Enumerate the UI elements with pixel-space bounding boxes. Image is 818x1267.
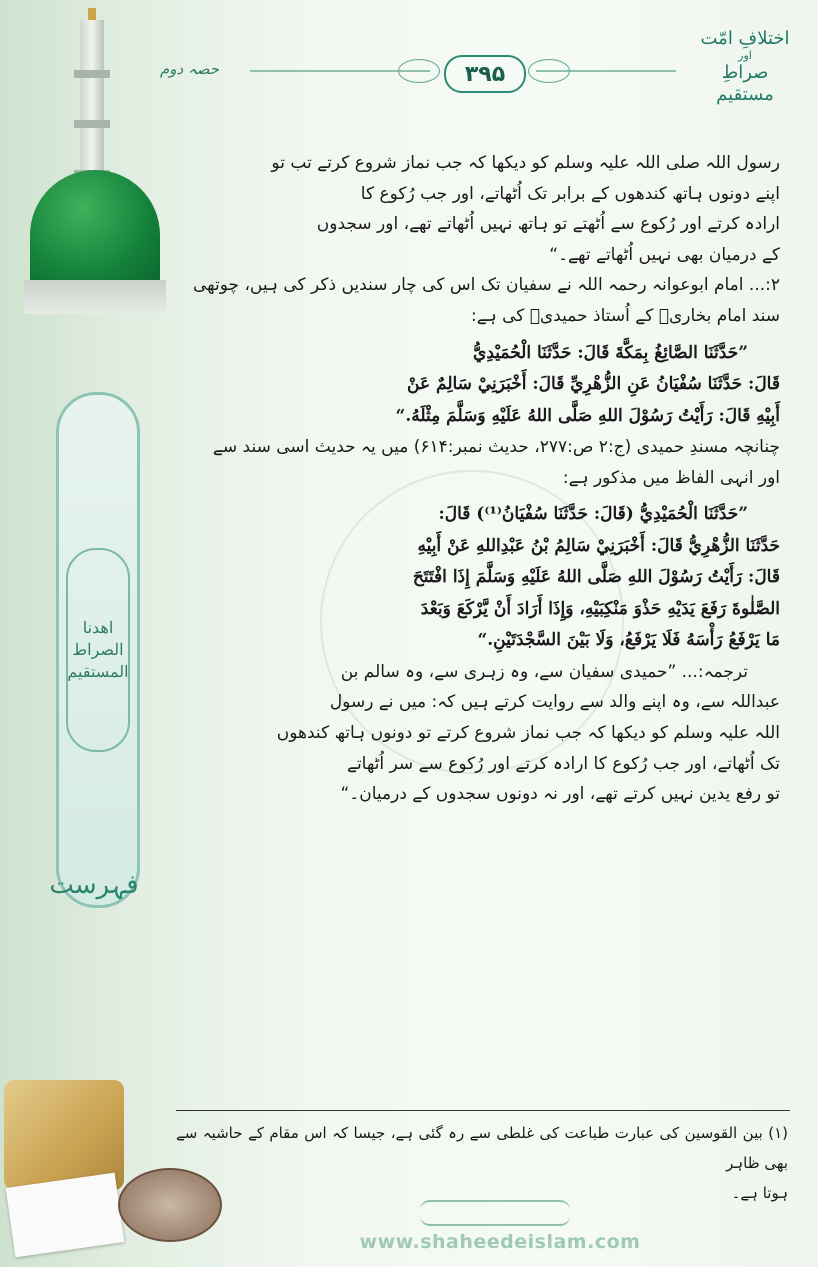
footnote-line: (۱) بین القوسین کی عبارت طباعت کی غلطی سے رہ گئی ہے، جیسا کہ اس مقام کے حاشیہ سے بھی ظاہر: [176, 1124, 788, 1172]
text-line: تک اُٹھاتے، اور جب رُکوع کا ارادہ کرتے اور رُکوع سے سر اُٹھاتے: [346, 753, 780, 774]
text-line: عبداللہ سے، وہ اپنے والد سے روایت کرتے ہیں کہ: میں نے رسول: [329, 692, 780, 713]
side-panel-calligraphy: [67, 617, 128, 683]
arabic-line: الصَّلٰوةَ رَفَعَ يَدَيْهِ حَذْوَ مَنْكِبَيْهِ، وَإِذَا أَرَادَ أَنْ يَّرْكَعَ وَبَعْدَ: [420, 598, 780, 619]
page-body: [176, 148, 780, 810]
seal-icon: [118, 1168, 222, 1242]
arabic-line: حَدَّثَنَا الزُّهْرِيُّ قَالَ: أَخْبَرَنِيْ سَالِمُ بْنُ عَبْدِاللهِ عَنْ أَبِيْهِ: [417, 535, 780, 556]
text-line: کے درمیان بھی نہیں اُٹھاتے تھے۔“: [549, 244, 780, 265]
text-line: اور انہی الفاظ میں مذکور ہے:: [562, 467, 780, 488]
book-title: [690, 28, 800, 106]
text-line: ترجمہ:... ”حمیدی سفیان سے، وہ زہری سے، وہ سالم بن: [340, 661, 748, 682]
arabic-line: ”حَدَّثَنَا الصَّائِغُ بِمَكَّةَ قَالَ: حَدَّثَنَا الْحُمَيْدِيُّ: [473, 342, 748, 363]
text-line: رسول اللہ صلی اللہ علیہ وسلم کو دیکھا کہ جب نماز شروع کرتے تب تو: [271, 153, 780, 173]
minaret-gallery: [74, 70, 110, 78]
ornament-icon: [398, 59, 440, 83]
arabic-line: أَبِيْهِ قَالَ: رَأَيْتُ رَسُوْلَ اللهِ صَلَّى اللهُ عَلَيْهِ وَسَلَّمَ مِثْلَهُ.“: [395, 405, 780, 426]
arabic-line: ”حَدَّثَنَا الْحُمَيْدِيُّ (قَالَ: حَدَّثَنَا سُفْيَانُ⁽¹⁾) قَالَ:: [438, 504, 748, 525]
footnote-line: ہوتا ہے۔: [731, 1184, 788, 1202]
index-link[interactable]: فہرست: [49, 870, 139, 900]
website-link[interactable]: www.shaheedeislam.com: [359, 1231, 641, 1253]
minaret-gallery: [74, 120, 110, 128]
text-line: اللہ علیہ وسلم کو دیکھا کہ جب نماز شروع کرتے تو دونوں ہاتھ کندھوں: [276, 722, 780, 743]
book-title-line2: اور: [738, 49, 752, 62]
page-number: ۳۹۵: [444, 55, 526, 93]
text-line: ارادہ کرتے اور رُکوع سے اُٹھتے تو ہاتھ نہیں اُٹھاتے تھے، اور سجدوں: [316, 214, 780, 235]
paper-sheet-icon: [6, 1173, 125, 1258]
text-line: چنانچہ مسندِ حمیدی (ج:۲ ص:۲۷۷، حدیث نمبر:۶۱۴) میں یہ حدیث اسی سند سے: [212, 437, 780, 458]
side-panel-frame: [66, 548, 130, 752]
book-title-line1: اختلافِ امّت: [700, 28, 790, 49]
text-line: سند امام بخاریؒ کے اُستاذ حمیدیؒ کی ہے:: [471, 305, 780, 326]
text-line: تو رفع یدین نہیں کرتے تھے، اور نہ دونوں سجدوں کے درمیان۔“: [340, 784, 780, 805]
arabic-line: قَالَ: حَدَّثَنَا سُفْيَانُ عَنِ الزُّهْرِيِّ قَالَ: أَخْبَرَنِيْ سَالِمٌ عَنْ: [407, 374, 780, 395]
bottom-ornament-icon: [420, 1200, 570, 1226]
footnote: [176, 1118, 788, 1208]
ornament-icon: [528, 59, 570, 83]
dome-base: [24, 280, 166, 314]
text-line: ۲:... امام ابوعوانہ رحمہ اللہ نے سفیان تک اس کی چار سندیں ذکر کی ہیں، چوتھی: [193, 275, 780, 296]
part-label: حصہ دوم: [160, 60, 220, 78]
arabic-line: مَا يَرْفَعُ رَأْسَهُ فَلَا يَرْفَعُ، وَلَا بَيْنَ السَّجْدَتَيْنِ.“: [477, 630, 780, 651]
side-ornament-panel: [56, 392, 140, 908]
text-line: اپنے دونوں ہاتھ کندھوں کے برابر تک اُٹھاتے، اور جب رُکوع کا: [360, 183, 780, 204]
footnote-divider: [176, 1110, 790, 1111]
arabic-line: قَالَ: رَأَيْتُ رَسُوْلَ اللهِ صَلَّى اللهُ عَلَيْهِ وَسَلَّمَ إِذَا افْتَتَحَ: [412, 567, 780, 588]
side-panel-line2: المستقیم: [67, 662, 129, 681]
side-panel-line1: اھدنا الصراط: [72, 618, 124, 659]
book-title-line3: صراطِ مستقیم: [716, 62, 774, 105]
